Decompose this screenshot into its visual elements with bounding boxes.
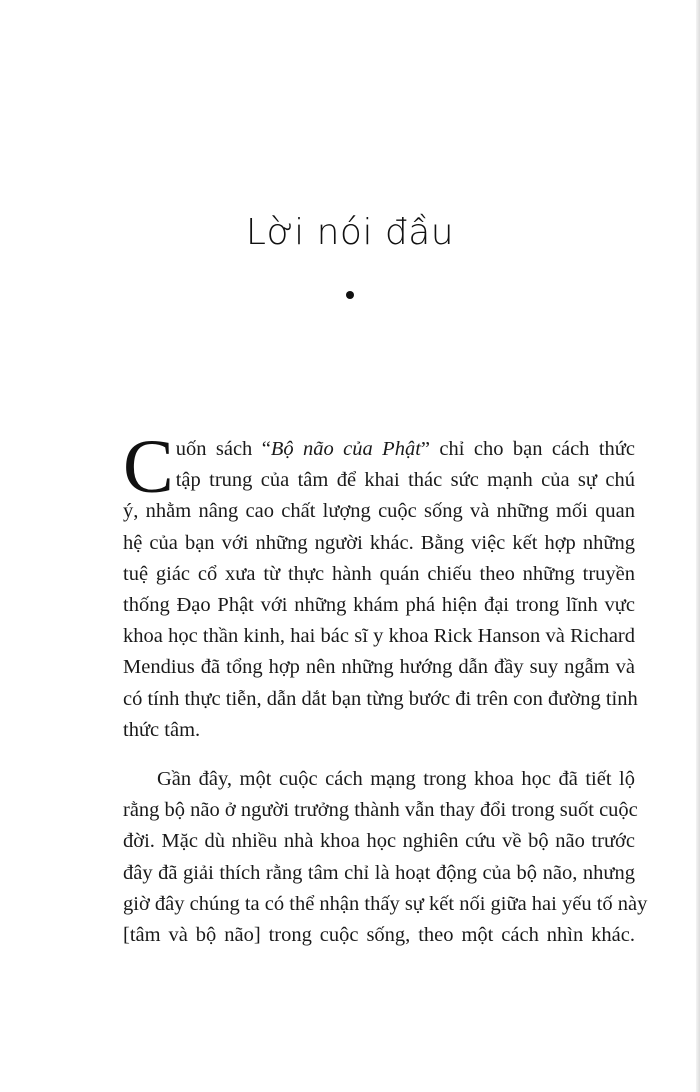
book-title-italic: Bộ não của Phật (270, 438, 421, 460)
text-line: có tính thực tiễn, dẫn dắt bạn từng bước đi trên con đường tỉnh (123, 687, 638, 710)
text-line: đời. Mặc dù nhiều nhà khoa học nghiên cứu về bộ não trước (123, 830, 635, 853)
text-line: thức tâm. (123, 718, 201, 741)
text-line: hệ của bạn với những người khác. Bằng việc kết hợp những (123, 531, 635, 554)
text-fragment: uốn sách “ (175, 438, 271, 460)
text-line: [tâm và bộ não] trong cuộc sống, theo một cách nhìn khác. (123, 924, 635, 947)
text-fragment: ” chỉ cho bạn cách thức (420, 438, 635, 460)
text-line: tập trung của tâm để khai thác sức mạnh của sự chú (175, 469, 635, 492)
text-line (123, 434, 635, 465)
text-line: rằng bộ não ở người trưởng thành vẫn thay đổi trong suốt cuộc (123, 799, 638, 822)
text-line: Gần đây, một cuộc cách mạng trong khoa học đã tiết lộ (157, 768, 635, 791)
text-line: giờ đây chúng ta có thể nhận thấy sự kết nối giữa hai yếu tố này (123, 892, 648, 915)
body-text (123, 425, 648, 951)
text-line: ý, nhằm nâng cao chất lượng cuộc sống và những mối quan (123, 500, 635, 523)
chapter-title: Lời nói đầu (245, 212, 455, 253)
paragraph-1 (123, 425, 638, 746)
text-line: tuệ giác cổ xưa từ thực hành quán chiếu theo những truyền (123, 562, 635, 585)
title-ornament-dot (346, 291, 354, 299)
text-line: Mendius đã tổng hợp nên những hướng dẫn đầy suy ngẫm và (123, 656, 635, 679)
paragraph-2 (123, 764, 648, 951)
page-scan-edge (696, 0, 700, 1092)
text-line: đây đã giải thích rằng tâm chỉ là hoạt động của bộ não, nhưng (123, 861, 635, 884)
drop-cap: C (123, 425, 174, 509)
text-line: thống Đạo Phật với những khám phá hiện đại trong lĩnh vực (123, 594, 635, 617)
text-line: khoa học thần kinh, hai bác sĩ y khoa Rick Hanson và Richard (123, 625, 635, 648)
